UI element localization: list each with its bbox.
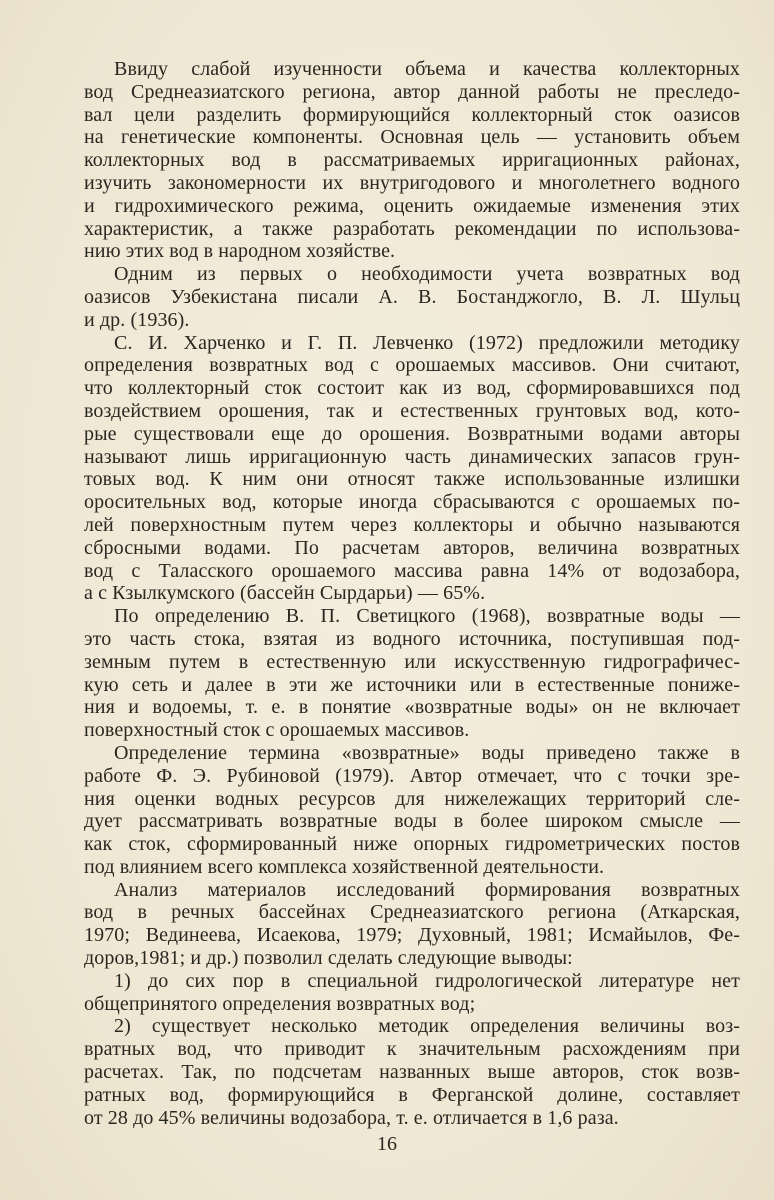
text-line: нию этих вод в народном хозяйстве. (84, 240, 396, 263)
text-line: товых вод. К ним они относят также использованные излишки (84, 468, 740, 491)
text-line: воздействием орошения, так и естественных грунтовых вод, кото- (84, 399, 740, 422)
text-line: Анализ материалов исследований формирования возвратных (114, 878, 740, 901)
text-line: рые существовали еще до орошения. Возвратными водами авторы (84, 422, 740, 445)
text-line: Одним из первых о необходимости учета возвратных вод (114, 263, 740, 286)
text-line: называют лишь ирригационную часть динамических запасов грун- (84, 445, 740, 468)
text-line: земным путем в естественную или искусственную гидрографичес- (84, 650, 740, 673)
text-line: и гидрохимического режима, оценить ожидаемые изменения этих (84, 194, 740, 217)
text-line: ния оценки водных ресурсов для нижележащих территорий сле- (84, 787, 740, 810)
text-line: доров,1981; и др.) позволил сделать следующие выводы: (84, 947, 573, 970)
text-line: под влиянием всего комплекса хозяйственной деятельности. (84, 855, 605, 878)
text-line: это часть стока, взятая из водного источника, поступившая под- (84, 627, 740, 650)
text-line: общепринятого определения возвратных вод; (84, 992, 476, 1015)
paragraph (84, 263, 740, 331)
text-line: вратных вод, что приводит к значительным расхождениям при (84, 1038, 740, 1061)
text-line: и др. (1936). (84, 308, 190, 331)
body-text (84, 58, 740, 1129)
text-line: на генетические компоненты. Основная цель — установить объем (84, 126, 740, 149)
paragraph (84, 970, 740, 1016)
text-line: С. И. Харченко и Г. П. Левченко (1972) предложили методику (114, 331, 740, 354)
paragraph (84, 58, 740, 263)
text-line: сбросными водами. По расчетам авторов, величина возвратных (84, 536, 740, 559)
text-line: что коллекторный сток состоит как из вод, сформировавшихся под (84, 377, 740, 400)
text-line: По определению В. П. Светицкого (1968), возвратные воды — (114, 605, 740, 628)
paragraph (84, 742, 740, 879)
page-number: 16 (377, 1133, 397, 1155)
text-line: кую сеть и далее в эти же источники или в естественные понижe- (84, 673, 740, 696)
text-line: работе Ф. Э. Рубиновой (1979). Автор отмечает, что с точки зре- (84, 764, 740, 787)
text-line: вал цели разделить формирующийся коллекторный сток оазисов (84, 103, 740, 126)
text-line: вод Среднеазиатского региона, автор данной работы не преследо- (84, 80, 740, 103)
text-line: ратных вод, формирующийся в Ферганской долине, составляет (84, 1083, 740, 1106)
text-line: от 28 до 45% величины водозабора, т. е. отличается в 1,6 раза. (84, 1106, 619, 1129)
text-line: ния и водоемы, т. е. в понятие «возвратные воды» он не включает (84, 696, 740, 719)
text-line: 1) до сих пор в специальной гидрологической литературе нет (114, 969, 740, 992)
text-line: Определение термина «возвратные» воды приведено также в (114, 741, 740, 764)
text-line: расчетах. Так, по подсчетам названных выше авторов, сток возв- (84, 1061, 740, 1084)
text-line: вод в речных бассейнах Среднеазиатского региона (Аткарская, (84, 901, 740, 924)
paragraph (84, 1015, 740, 1129)
text-line: оазисов Узбекистана писали А. В. Бостанджогло, В. Л. Шульц (84, 285, 740, 308)
text-line: Ввиду слабой изученности объема и качества коллекторных (114, 58, 740, 80)
text-line: характеристик, а также разработать рекомендации по использова- (84, 217, 740, 240)
paragraph (84, 605, 740, 742)
text-line: определения возвратных вод с орошаемых массивов. Они считают, (84, 354, 740, 377)
text-line: дует рассматривать возвратные воды в более широком смысле — (84, 810, 740, 833)
text-line: как сток, сформированный ниже опорных гидрометрических постов (84, 833, 740, 856)
text-line: лей поверхностным путем через коллекторы и обычно называются (84, 513, 740, 536)
text-line: 2) существует несколько методик определения величины воз- (114, 1015, 740, 1038)
text-line: коллекторных вод в рассматриваемых ирригационных районах, (84, 149, 740, 172)
text-line: 1970; Вединеева, Исаекова, 1979; Духовный, 1981; Исмайылов, Фе- (84, 924, 740, 947)
text-line: а с Кзылкумского (бассейн Сырдарьи) — 65%. (84, 582, 486, 605)
text-line: оросительных вод, которые иногда сбрасываются с орошаемых по- (84, 491, 740, 514)
text-line: изучить закономерности их внутригодового и многолетнего водного (84, 171, 740, 194)
text-line: вод с Таласского орошаемого массива равна 14% от водозабора, (84, 559, 740, 582)
paragraph (84, 332, 740, 606)
text-line: поверхностный сток с орошаемых массивов. (84, 719, 470, 742)
paragraph (84, 879, 740, 970)
